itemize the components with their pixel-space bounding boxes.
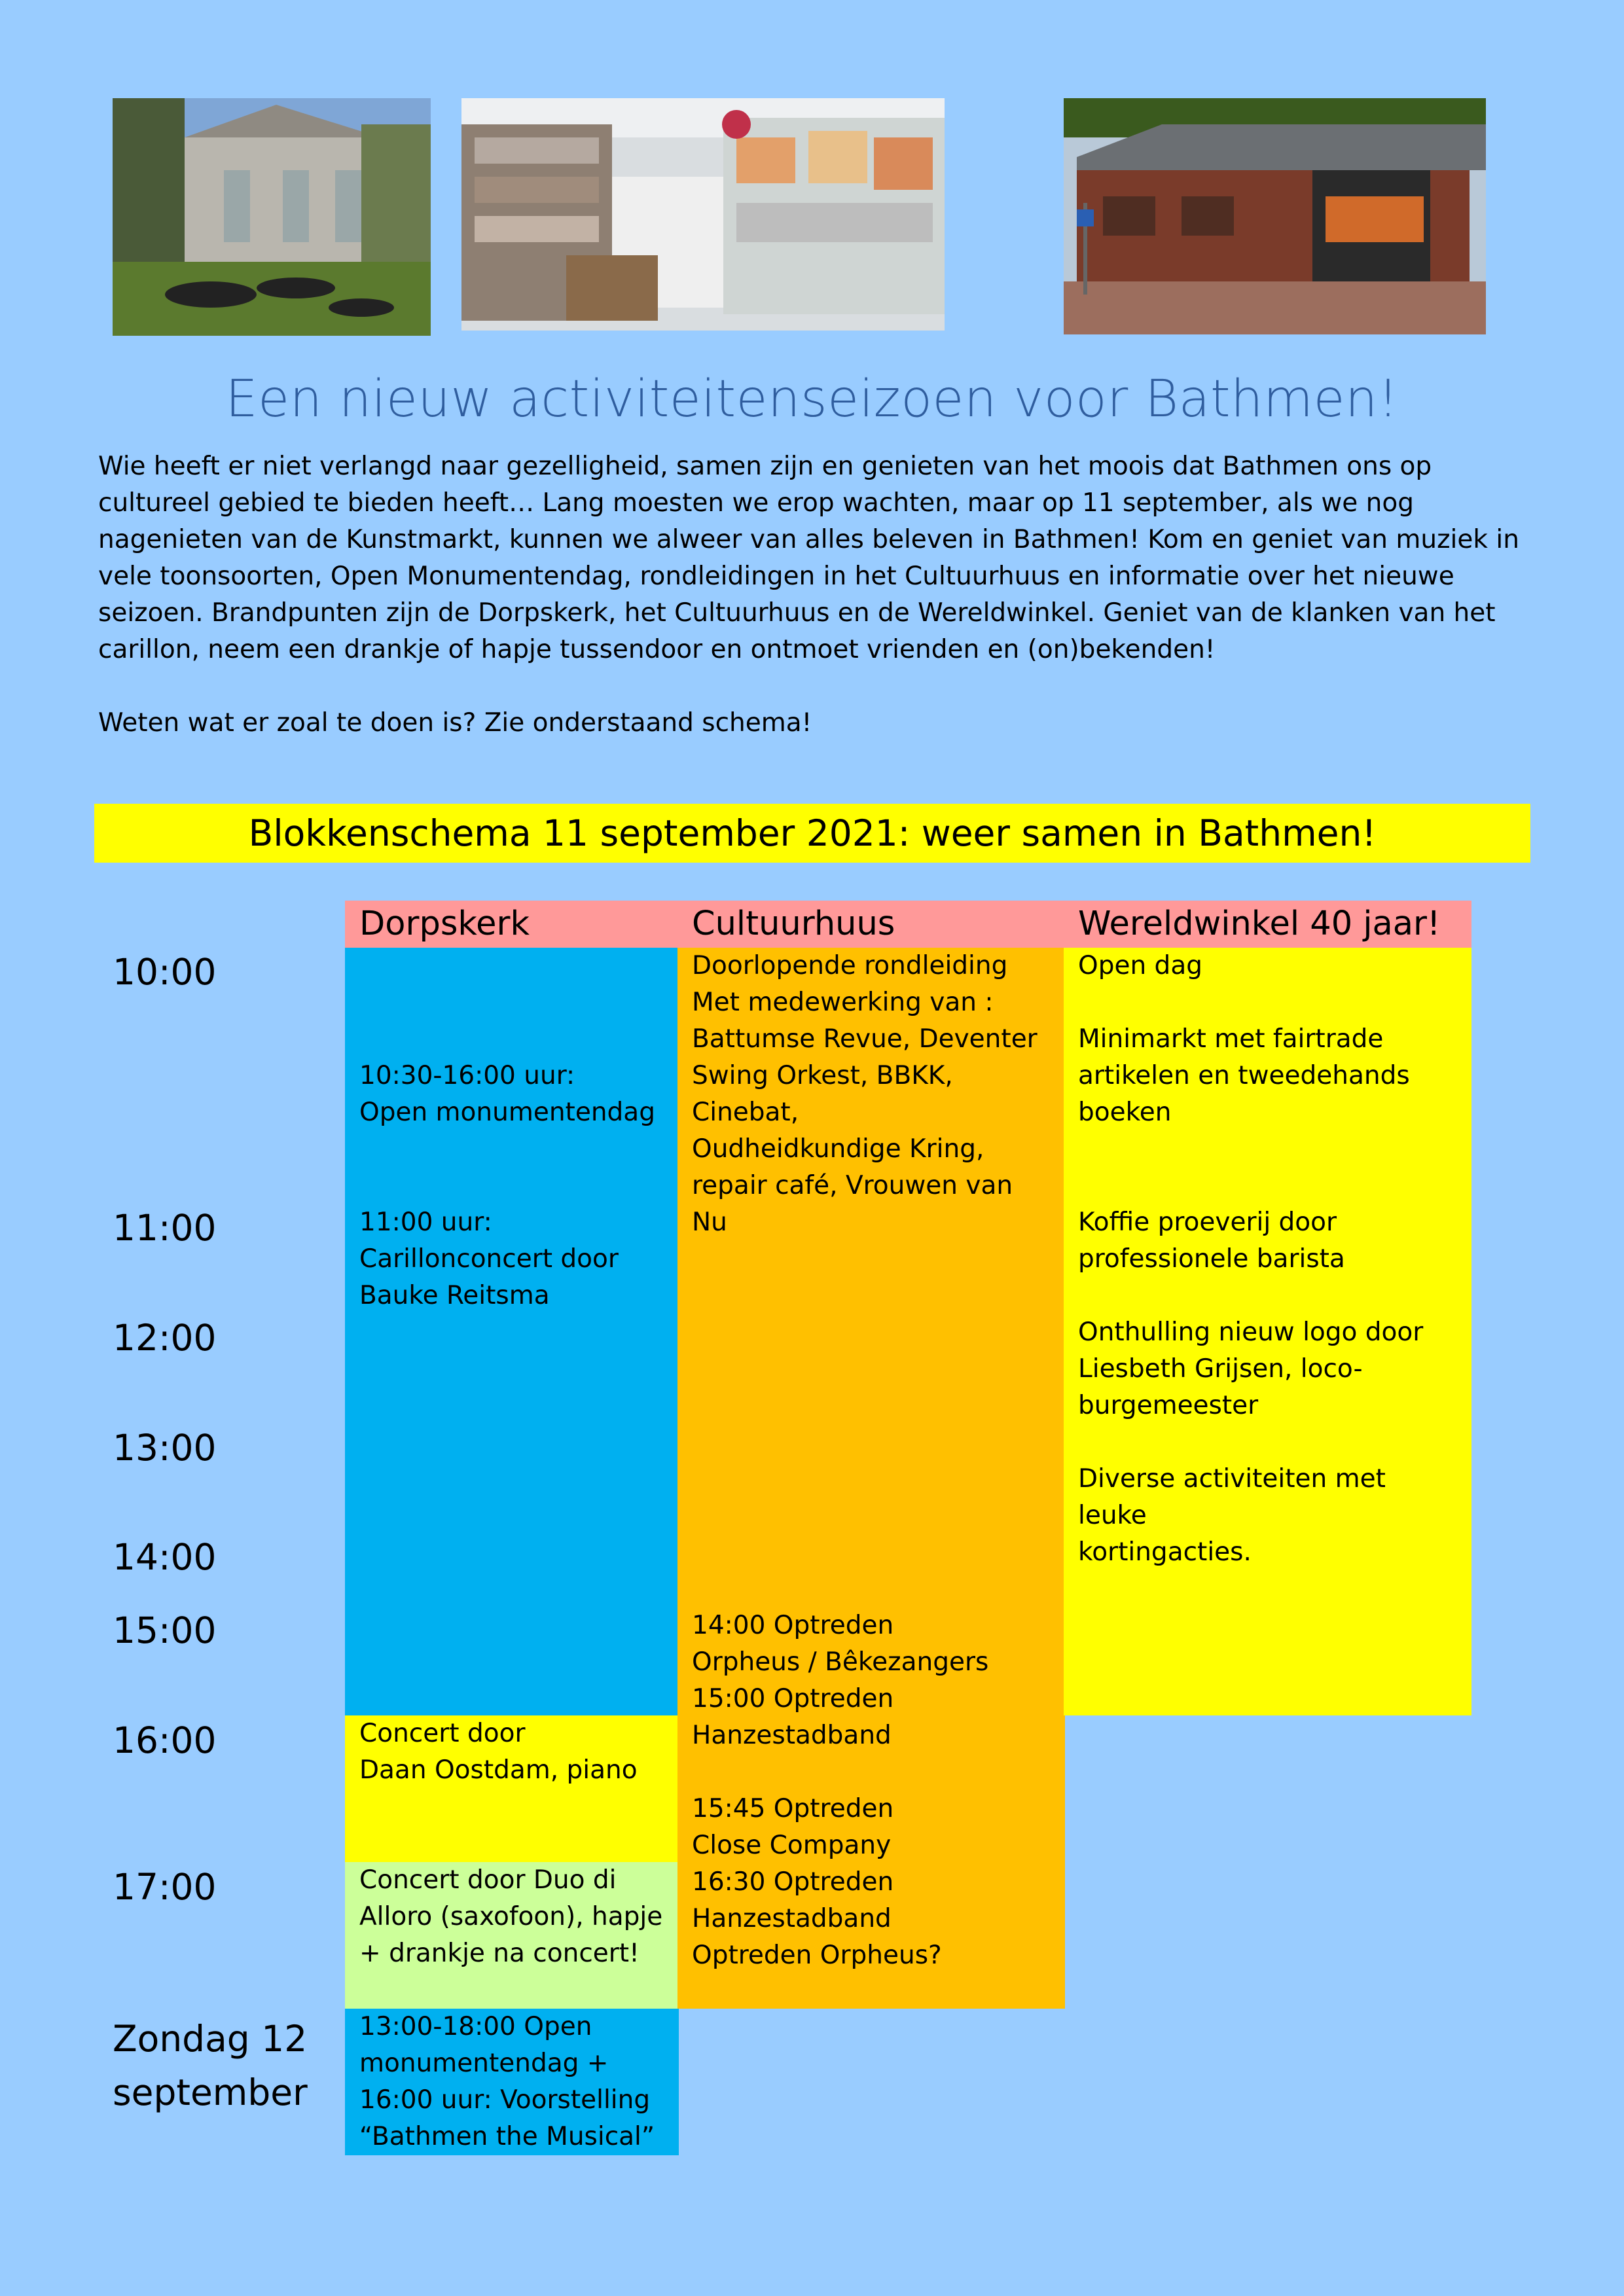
coffee-line-1: Koffie proeverij door xyxy=(1078,1208,1337,1237)
time-label-16: 16:00 xyxy=(113,1719,217,1761)
sunday-line-1: Zondag 12 xyxy=(113,2018,308,2060)
intro-paragraph: Wie heeft er niet verlangd naar gezelligheid, samen zijn en genieten van het moois dat Bathmen ons op cultureel gebied te bieden heeft… Lang moesten we erop wachten, maar op 11 september, als we nog nagenieten van de Kunstmarkt, kunnen we alweer van alles beleven in Bathmen! Kom en geniet van muziek in vele toonsoorten, Open Monumentendag, rondleidingen in het Cultuurhuus en informatie over het nieuwe seizoen. Brandpunten zijn de Dorpskerk, het Cultuurhuus en de Wereldwinkel. Geniet van de klanken van het carillon, neem een drankje of hapje tussendoor en ontmoet vrienden en (on)bekenden! xyxy=(98,452,1519,664)
sunday-event-line-3: 16:00 uur: Voorstelling xyxy=(359,2085,651,2115)
shop-interior-photo xyxy=(461,98,945,331)
carillon-line-2: Bauke Reitsma xyxy=(359,1281,550,1310)
wereldwinkel-block xyxy=(1064,948,1471,1715)
church-photo xyxy=(113,98,431,336)
monument-text: Open monumentendag xyxy=(359,1098,655,1127)
time-label-12: 12:00 xyxy=(113,1317,217,1359)
concert2-line-1: Concert door Duo di xyxy=(359,1865,617,1895)
column-header-cultuurhuus: Cultuurhuus xyxy=(677,901,1065,948)
tour-line-1: Doorlopende rondleiding xyxy=(692,951,1008,980)
schedule-banner: Blokkenschema 11 september 2021: weer samen in Bathmen! xyxy=(94,804,1530,863)
concert1-line-2: Daan Oostdam, piano xyxy=(359,1755,638,1785)
performance-3-name: Close Company xyxy=(692,1831,892,1860)
concert1-line-1: Concert door xyxy=(359,1719,526,1748)
sunday-event-line-2: monumentendag + xyxy=(359,2049,609,2078)
tour-line-5: Oudheidkundige Kring, xyxy=(692,1134,984,1164)
performance-4-name: Hanzestadband xyxy=(692,1904,892,1933)
dorpskerk-block-monumentendag xyxy=(345,948,679,1715)
concert2-line-3: + drankje na concert! xyxy=(359,1939,640,1968)
time-label-14: 14:00 xyxy=(113,1536,217,1578)
performance-5: Optreden Orpheus? xyxy=(692,1941,942,1970)
performance-4-time: 16:30 Optreden xyxy=(692,1867,894,1897)
tour-line-6: repair café, Vrouwen van Nu xyxy=(692,1171,1013,1237)
performance-3-time: 15:45 Optreden xyxy=(692,1794,894,1823)
column-header-dorpskerk: Dorpskerk xyxy=(345,901,679,948)
sunday-line-2: september xyxy=(113,2072,308,2113)
performance-1-name: Orpheus / Bêkezangers xyxy=(692,1647,989,1677)
market-line-2: artikelen en tweedehands xyxy=(1078,1061,1410,1090)
column-header-wereldwinkel: Wereldwinkel 40 jaar! xyxy=(1064,901,1471,948)
coffee-line-2: professionele barista xyxy=(1078,1244,1345,1274)
logo-line-3: burgemeester xyxy=(1078,1391,1259,1420)
intro-text xyxy=(98,448,1532,742)
carillon-line-1: Carillonconcert door xyxy=(359,1244,619,1274)
cultuurhuus-block xyxy=(677,948,1065,2009)
tour-line-3: Battumse Revue, Deventer xyxy=(692,1024,1038,1054)
dorpskerk-block-concert-duo xyxy=(345,1862,679,2009)
monument-time: 10:30-16:00 uur: xyxy=(359,1061,575,1090)
cultuurhuus-building-photo xyxy=(1064,98,1486,334)
page-title: Een nieuw activiteitenseizoen voor Bathmen! xyxy=(225,370,1399,429)
tour-line-2: Met medewerking van : xyxy=(692,988,994,1017)
performance-2-name: Hanzestadband xyxy=(692,1721,892,1750)
time-label-17: 17:00 xyxy=(113,1866,217,1908)
time-label-15: 15:00 xyxy=(113,1609,217,1651)
logo-line-2: Liesbeth Grijsen, loco- xyxy=(1078,1354,1363,1384)
performance-1-time: 14:00 Optreden xyxy=(692,1611,894,1640)
sunday-event-line-4: “Bathmen the Musical” xyxy=(359,2122,655,2151)
activities-line-1: Diverse activiteiten met leuke xyxy=(1078,1464,1386,1530)
time-label-13: 13:00 xyxy=(113,1427,217,1469)
logo-line-1: Onthulling nieuw logo door xyxy=(1078,1318,1424,1347)
time-label-sunday xyxy=(113,2012,308,2119)
carillon-time: 11:00 uur: xyxy=(359,1208,492,1237)
sunday-event-line-1: 13:00-18:00 Open xyxy=(359,2012,592,2041)
market-line-3: boeken xyxy=(1078,1098,1172,1127)
time-label-11: 11:00 xyxy=(113,1207,217,1249)
intro-closing: Weten wat er zoal te doen is? Zie onderstaand schema! xyxy=(98,708,812,738)
time-label-10: 10:00 xyxy=(113,951,217,993)
performance-2-time: 15:00 Optreden xyxy=(692,1684,894,1713)
activities-line-2: kortingacties. xyxy=(1078,1537,1252,1567)
dorpskerk-block-sunday xyxy=(345,2009,679,2155)
market-line-1: Minimarkt met fairtrade xyxy=(1078,1024,1384,1054)
concert2-line-2: Alloro (saxofoon), hapje xyxy=(359,1902,663,1931)
tour-line-4: Swing Orkest, BBKK, Cinebat, xyxy=(692,1061,953,1127)
open-day: Open dag xyxy=(1078,951,1202,980)
dorpskerk-block-concert-piano xyxy=(345,1715,679,1862)
